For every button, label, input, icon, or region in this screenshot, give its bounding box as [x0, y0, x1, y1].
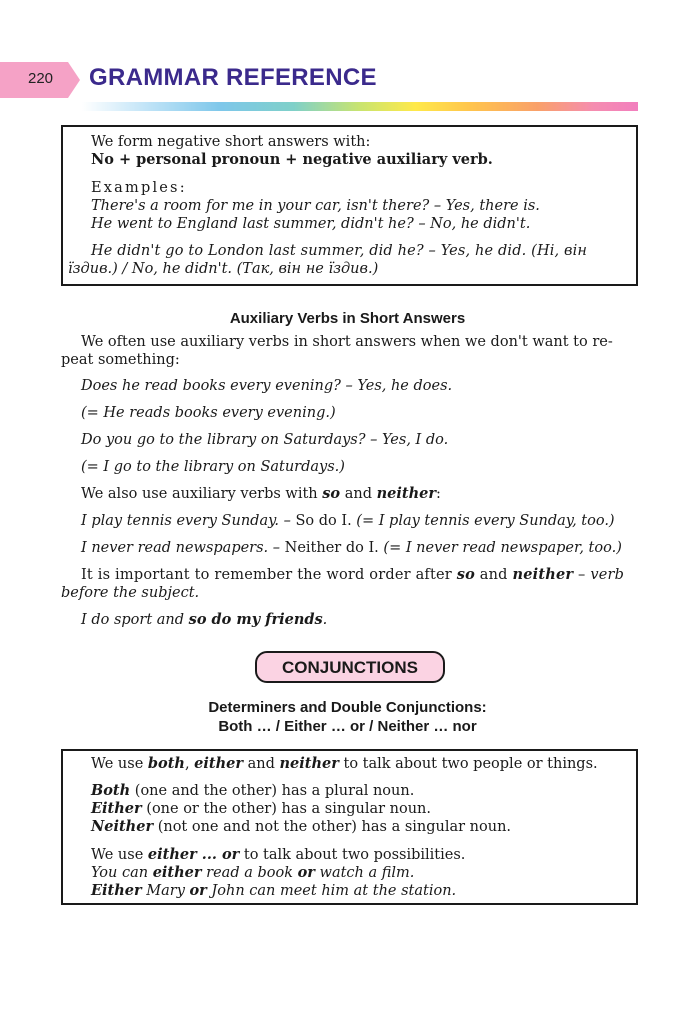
box2-l5-post: to talk about two possibilities.	[239, 847, 466, 863]
auxiliary-heading: Auxiliary Verbs in Short Answers	[229, 310, 466, 327]
page-number: 220	[28, 70, 54, 87]
conjunctions-heading-2: Both … / Either … or / Neither … nor	[218, 718, 477, 735]
aux-example-5a: I play tennis every Sunday. –	[81, 513, 296, 529]
box2-line-6	[91, 864, 414, 882]
box1-line-1: We form negative short answers with:	[91, 134, 371, 150]
aux-para-3	[81, 566, 638, 584]
aux-example-7	[81, 611, 638, 629]
section-title: GRAMMAR REFERENCE	[89, 64, 377, 91]
box2-l1-and: and	[243, 756, 280, 772]
kw-either-4: Either	[91, 882, 142, 899]
kw-or-2: or	[189, 882, 207, 899]
box2-l1-comma: ,	[184, 756, 195, 772]
aux-example-6a: I never read newspapers. –	[81, 540, 285, 556]
aux-example-5c: (= I play tennis every Sunday, too.)	[351, 513, 615, 529]
box2-l4-rest: (not one and not the other) has a singular noun.	[153, 819, 512, 835]
rainbow-divider	[82, 102, 638, 111]
kw-neither: neither	[279, 755, 339, 772]
box1-example-1: There's a room for me in your car, isn't there? – Yes, there is.	[91, 198, 540, 214]
aux-para-2-and: and	[340, 486, 377, 502]
keyword-so: so	[322, 485, 341, 502]
aux-example-2: (= He reads books every evening.)	[81, 405, 336, 421]
kw-both-2: Both	[91, 782, 131, 799]
aux-example-1: Does he read books every evening? – Yes, he does.	[81, 378, 453, 394]
aux-example-5b: So do I.	[295, 513, 352, 529]
box1-example-3a: He didn't go to London last summer, did he? – Yes, he did. (Ні, він	[91, 243, 588, 259]
aux-para-2-colon: :	[435, 486, 441, 502]
aux-para-2-text: We also use auxiliary verbs with	[81, 486, 323, 502]
aux-example-3: Do you go to the library on Saturdays? – Yes, I do.	[81, 432, 449, 448]
aux-para-3b: before the subject.	[61, 585, 200, 601]
aux-example-5	[81, 512, 638, 530]
kw-either-or: either ... or	[147, 846, 240, 863]
conjunctions-heading-1: Determiners and Double Conjunctions:	[208, 699, 487, 716]
box2-l6-pre: You can	[91, 865, 153, 881]
box1-example-3b: їздив.) / No, he didn't. (Так, він не їздив.)	[68, 261, 379, 277]
box2-l6-mid: read a book	[201, 865, 298, 881]
box2-l5-pre: We use	[91, 847, 148, 863]
kw-or: or	[297, 864, 315, 881]
aux-example-7a: I do sport and	[81, 612, 189, 628]
aux-para-3-and: and	[474, 567, 513, 583]
kw-neither-2: Neither	[91, 818, 154, 835]
aux-example-4: (= I go to the library on Saturdays.)	[81, 459, 345, 475]
box2-line-1	[91, 755, 598, 773]
aux-para-2	[81, 485, 638, 503]
keyword-neither-2: neither	[512, 566, 574, 583]
kw-either: either	[194, 755, 244, 772]
box1-rule: No + personal pronoun + negative auxiliary verb.	[91, 151, 493, 168]
aux-example-6c: (= I never read newspaper, too.)	[378, 540, 622, 556]
kw-either-3: either	[152, 864, 202, 881]
aux-para-3-text: It is important to remember the word order after	[81, 567, 457, 583]
aux-example-6	[81, 539, 638, 557]
box2-l1-pre: We use	[91, 756, 148, 772]
box1-example-2: He went to England last summer, didn't he? – No, he didn't.	[91, 216, 531, 232]
conjunctions-badge: CONJUNCTIONS	[255, 651, 445, 683]
kw-both: both	[147, 755, 185, 772]
aux-para-3-dash: –	[573, 567, 591, 583]
box2-l3-rest: (one or the other) has a singular noun.	[141, 801, 431, 817]
aux-example-6b: Neither do I.	[284, 540, 379, 556]
box2-l6-post: watch a film.	[314, 865, 415, 881]
box2-line-5	[91, 846, 465, 864]
aux-example-7c: .	[322, 612, 328, 628]
box2-l2-rest: (one and the other) has a plural noun.	[130, 783, 415, 799]
box2-l1-post: to talk about two people or things.	[338, 756, 598, 772]
examples-label: Examples:	[91, 180, 187, 196]
keyword-verb: verb	[590, 567, 625, 583]
aux-para-1b: peat something:	[61, 352, 180, 368]
kw-either-2: Either	[91, 800, 142, 817]
box2-l7-post: John can meet him at the station.	[206, 883, 457, 899]
box2-line-3	[91, 800, 431, 818]
aux-para-1a: We often use auxiliary verbs in short answers when we don't want to re-	[81, 334, 613, 350]
keyword-neither: neither	[376, 485, 436, 502]
box2-line-2	[91, 782, 414, 800]
aux-example-7b: so do my friends	[188, 611, 323, 628]
box2-line-7	[91, 882, 456, 900]
box2-l7-mid: Mary	[141, 883, 190, 899]
keyword-so-2: so	[456, 566, 475, 583]
box2-line-4	[91, 818, 511, 836]
